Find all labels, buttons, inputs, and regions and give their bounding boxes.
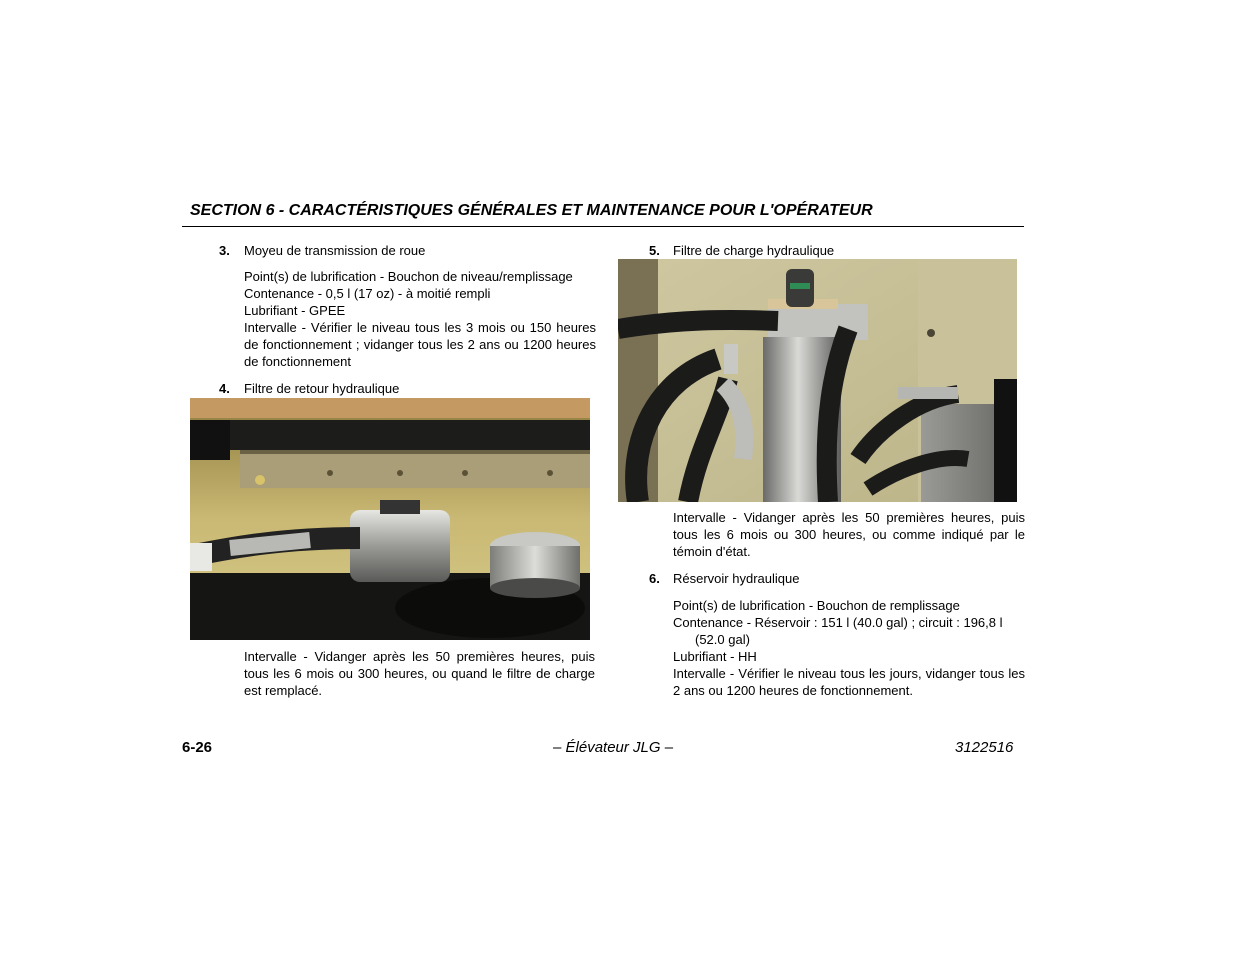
detail-line: Point(s) de lubrification - Bouchon de niveau/remplissage [244,269,573,284]
document-number: 3122516 [955,739,1014,756]
charge-filter-photo [618,259,1017,502]
item-heading: Réservoir hydraulique [673,571,800,586]
item-number: 3. [219,243,230,258]
interval-text: Intervalle - Vidanger après les 50 premières heures, puis tous les 6 mois ou 300 heures, ou comme indiqué par le témoin d'état. [673,510,1025,559]
page-title: SECTION 6 - CARACTÉRISTIQUES GÉNÉRALES ET MAINTENANCE POUR L'OPÉRATEUR [190,202,873,219]
header-rule [182,226,1024,227]
charge-filter-photo-icon [618,259,1017,502]
item-heading: Moyeu de transmission de roue [244,243,426,258]
item-heading: Filtre de charge hydraulique [673,243,835,258]
page-number: 6-26 [182,739,213,756]
interval-text: Intervalle - Vérifier le niveau tous les jours, vidanger tous les 2 ans ou 1200 heures de fonctionnement. [673,666,1025,698]
detail-line: Point(s) de lubrification - Bouchon de remplissage [673,598,960,613]
item-number: 4. [219,381,230,396]
return-filter-photo [190,398,590,640]
detail-line: Lubrifiant - HH [673,649,757,664]
footer-title: – Élévateur JLG – [553,739,674,756]
item3-details [244,268,596,370]
item6-details [673,597,1025,699]
detail-line-continuation: (52.0 gal) [695,632,750,647]
detail-line: Contenance - Réservoir : 151 l (40.0 gal) ; circuit : 196,8 l [673,615,1003,630]
item-heading: Filtre de retour hydraulique [244,381,400,396]
item-number: 6. [649,571,660,586]
detail-line: Lubrifiant - GPEE [244,303,346,318]
return-filter-photo-icon [190,398,590,640]
detail-line: Contenance - 0,5 l (17 oz) - à moitié rempli [244,286,491,301]
interval-text: Intervalle - Vidanger après les 50 premières heures, puis tous les 6 mois ou 300 heures, ou quand le filtre de charge est remplacé. [244,649,595,698]
item-number: 5. [649,243,660,258]
interval-text: Intervalle - Vérifier le niveau tous les 3 mois ou 150 heures de fonctionnement ; vidanger tous les 2 ans ou 1200 heures de fonctionnement [244,320,596,369]
